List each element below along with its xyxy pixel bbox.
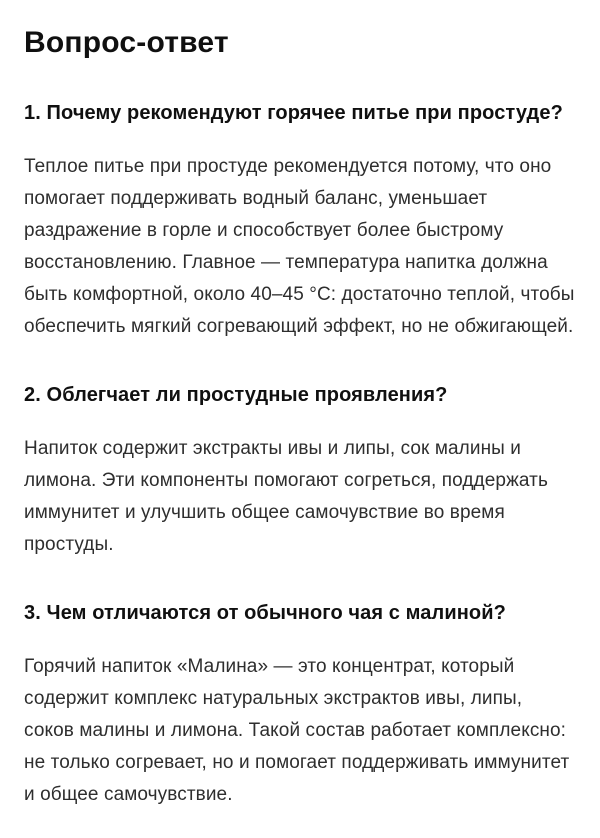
faq-answer-1: Теплое питье при простуде рекомендуется потому, что оно помогает поддерживать водный баланс, уменьшает раздражение в горле и способствует более быстрому восстановлению. Главное — температура напитка должна быть комфортной, около 40–45 °C: достаточно теплой, чтобы обеспечить мягкий согревающий эффект, но не обжигающей. [24, 155, 575, 337]
faq-question-2: 2. Облегчает ли простудные проявления? [24, 383, 448, 406]
faq-question-3: 3. Чем отличаются от обычного чая с малиной? [24, 601, 506, 624]
faq-answer-2: Напиток содержит экстракты ивы и липы, сок малины и лимона. Эти компоненты помогают согреться, поддержать иммунитет и улучшить общее самочувствие во время простуды. [24, 437, 548, 555]
faq-item-2 [24, 379, 576, 561]
faq-answer-3: Горячий напиток «Малина» — это концентрат, который содержит комплекс натуральных экстрактов ивы, липы, соков малины и лимона. Такой состав работает комплексно: не только согревает, но и помогает поддерживать иммунитет и общее самочувствие. [24, 655, 570, 805]
faq-item-3 [24, 597, 576, 811]
faq-item-1 [24, 97, 576, 343]
faq-question-1: 1. Почему рекомендуют горячее питье при простуде? [24, 101, 563, 124]
page-title: Вопрос-ответ [24, 26, 229, 59]
